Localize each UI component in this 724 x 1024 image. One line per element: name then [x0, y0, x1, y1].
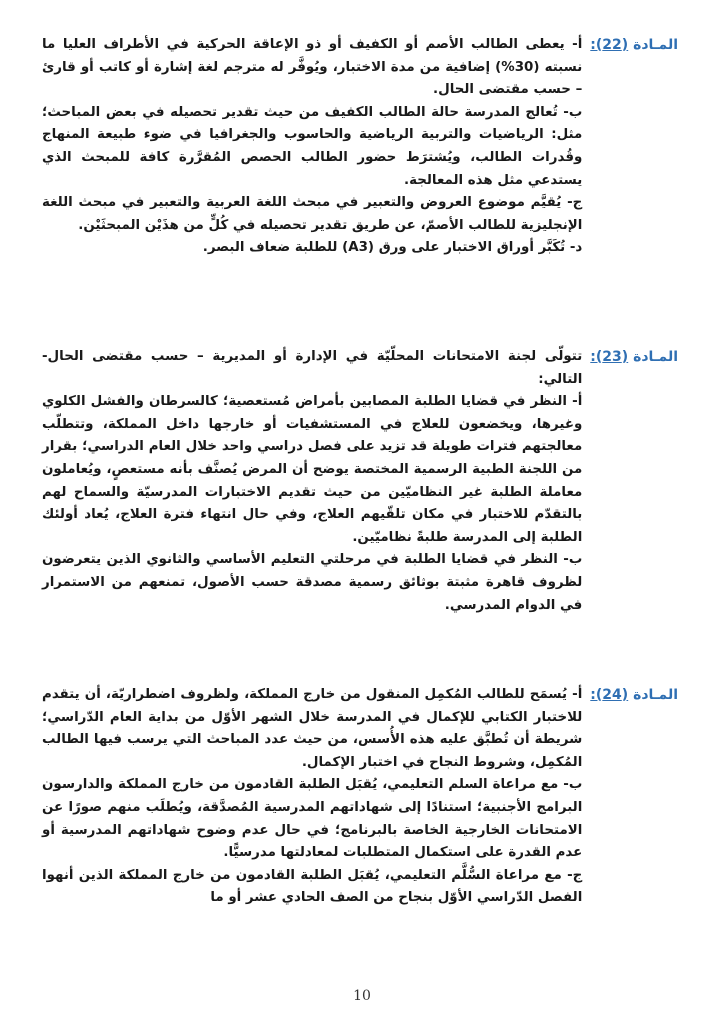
article-24-body — [42, 684, 582, 910]
article-label-word: المـادة — [633, 687, 678, 703]
article-24-label — [582, 684, 678, 706]
article-number: (23): — [590, 349, 629, 365]
article-24-clause-b: ب- مع مراعاة السلم التعليمي، يُقبَل الطلبة القادمون من خارج المملكة والدارسون البرامج الأجنبية؛ استنادًا إلى شهاداتهم المدرسية المُصدَّقة، ويُطلَب منهم صورًا عن الامتحانات الخارجية الخاصة بالبرنامج؛ في حال عدم وضوح شهاداتهم المدرسية أو عدم القدرة على استكمال المتطلبات لمعادلتها مدرسيًّا. — [42, 777, 583, 861]
article-22-clause-c: ج- يُقيَّم موضوع العروض والتعبير في مبحث اللغة العربية والتعبير في مبحث اللغة الإنجليزية للطالب الأصمّ، عن طريق تقدير تحصيله في كُلٍّ من هذَيْن المبحثَيْن. — [42, 195, 583, 233]
article-23-body — [42, 346, 582, 617]
article-number: (24): — [590, 687, 629, 703]
article-23-clause-a: أ- النظر في قضايا الطلبة المصابين بأمراض مُستعصية؛ كالسرطان والفشل الكلوي وغيرها، ويخضعون للعلاج في المستشفيات أو خارجها داخل المملكة، وتتطلّب معالجتهم فترات طويلة قد تزيد على فصل دراسي واحد خلال العام الدراسي؛ بقرار من اللجنة الطبية الرسمية المختصة يوضح أن المرض يُصنَّف بأنه مستعصٍ، ويُعاملون معاملة الطلبة غير النظاميّين من حيث تقديم الاختبارات المدرسيّة والسماح لهم بالتقدّم للاختبار في مكان تلقّيهم العلاج، وفي حال انتهاء فترة العلاج، يُعاد أولئك الطلبة إلى المدرسة طلبةً نظاميّين. — [42, 394, 583, 545]
article-22 — [42, 34, 678, 260]
article-22-body — [42, 34, 582, 260]
article-23-label — [582, 346, 678, 368]
article-23-intro: تتولّى لجنة الامتحانات المحلّيّة في الإدارة أو المديرية – حسب مقتضى الحال- التالي: — [42, 349, 583, 387]
page-number: 10 — [353, 988, 371, 1004]
article-22-clause-d: د- تُكَبَّر أوراق الاختبار على ورق (A3) للطلبة ضعاف البصر. — [202, 240, 583, 256]
article-22-clause-a: أ- يعطى الطالب الأصم أو الكفيف أو ذو الإعاقة الحركية في الأطراف العليا ما نسبته (30%) إضافية من مدة الاختبار، ويُوفَّر له مترجم لغة إشارة أو كاتب أو قارئ – حسب مقتضى الحال. — [42, 37, 583, 98]
article-22-label — [582, 34, 678, 56]
article-22-clause-b: ب- تُعالج المدرسة حالة الطالب الكفيف من حيث تقدير تحصيله في بعض المباحث؛ مثل: الرياضيات والتربية الرياضية والحاسوب والجغرافيا في ضوء طبيعة المنهاج وقُدرات الطالب، ويُشترَط حضور الطالب الحصص المُقرَّرة كافة للمبحث الذي يستدعي مثل هذه المعالجة. — [42, 104, 583, 188]
article-label-word: المـادة — [633, 349, 678, 365]
article-number: (22): — [590, 37, 629, 53]
article-label-word: المـادة — [633, 37, 678, 53]
article-23-clause-b: ب- النظر في قضايا الطلبة في مرحلتي التعليم الأساسي والثانوي الذين يتعرضون لظروف قاهرة مثبتة بوثائق رسمية مصدقة حسب الأصول، تمنعهم من الاستمرار في الدوام المدرسي. — [42, 552, 583, 613]
article-24-clause-c: ج- مع مراعاة السُّلَّم التعليمي، يُقبَل الطلبة القادمون من خارج المملكة الذين أنهوا الفصل الدّراسي الأوّل بنجاح من الصف الحادي عشر أو ما — [42, 867, 583, 906]
article-24 — [42, 684, 678, 910]
article-23 — [42, 346, 678, 617]
article-24-clause-a: أ- يُسمَح للطالب المُكمِل المنقول من خارج المملكة، ولظروف اضطراريّة، أن يتقدم للاختبار الكتابي للإكمال في المدرسة خلال الشهر الأوّل من بداية العام الدّراسي؛ شريطة أن تُطبَّق عليه هذه الأُسس، من حيث عدد المباحث التي يرسب فيها الطالب المُكمِل، وشروط النجاح في اختبار الإكمال. — [42, 687, 583, 770]
